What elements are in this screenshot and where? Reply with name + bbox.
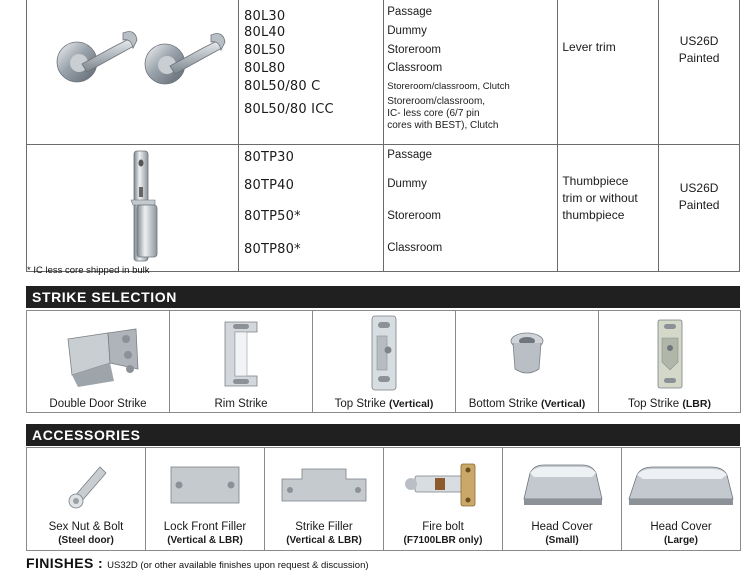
tp-function-classroom: Classroom: [387, 242, 443, 254]
ic-core-footnote: * IC less core shipped in bulk: [27, 265, 150, 276]
lever-image-cell: [27, 0, 239, 145]
model-80tp30: 80TP30: [244, 150, 295, 165]
accessories-header: ACCESSORIES: [26, 424, 740, 446]
model-80tp40: 80TP40: [244, 178, 295, 193]
accessory-sex-nut-bolt: [27, 447, 146, 551]
tp-trim-line-3: thumbpiece: [562, 208, 625, 222]
model-80tp50: 80TP50*: [244, 209, 301, 224]
finishes-label: FINISHES :: [26, 555, 104, 571]
model-80l50-80c: 80L50/80 C: [244, 79, 321, 94]
strike-filler-label: Strike Filler (Vertical & LBR): [286, 521, 362, 546]
tp-function-storeroom: Storeroom: [387, 210, 441, 222]
fire-bolt-label: Fire bolt (F7100LBR only): [403, 521, 483, 546]
thumbpiece-trim-cell: [558, 145, 659, 272]
head-cover-small-icon: [516, 459, 608, 511]
strike-double-door: [27, 310, 170, 413]
function-dummy: Dummy: [387, 25, 427, 37]
function-passage: Passage: [387, 6, 433, 18]
finish-us26d: US26D: [679, 34, 719, 48]
accessories-grid: [26, 447, 741, 551]
thumbpiece-trim-row: [27, 145, 740, 272]
model-80l50-80icc: 80L50/80 ICC: [244, 102, 334, 117]
head-cover-small-label: Head Cover (Small): [531, 521, 593, 546]
accessory-head-cover-large: [622, 447, 741, 551]
tp-finish-painted: Painted: [678, 198, 720, 212]
accessory-fire-bolt: [384, 447, 503, 551]
lock-front-filler-label: Lock Front Filler (Vertical & LBR): [163, 521, 247, 546]
strike-grid: [26, 310, 741, 413]
accessory-strike-filler: [265, 447, 384, 551]
model-80l30: 80L30: [244, 9, 286, 24]
finish-painted: Painted: [678, 51, 720, 65]
rim-strike-icon: [211, 318, 271, 390]
strike-top-vertical-label: Top Strike (Vertical): [334, 398, 434, 410]
function-storeroom-clutch: Storeroom/classroom, Clutch: [387, 81, 510, 92]
lock-front-filler-icon: [167, 463, 243, 507]
top-strike-vertical-icon: [364, 314, 404, 392]
tp-function-dummy: Dummy: [387, 178, 427, 190]
lever-trim-cell: [558, 0, 659, 145]
bottom-strike-icon: [505, 329, 549, 379]
accessory-lock-front-filler: [146, 447, 265, 551]
finishes-line: [26, 555, 369, 571]
function-storeroom-classroom: Storeroom/classroom,: [387, 96, 486, 107]
strike-rim: [170, 310, 313, 413]
function-ic-less-core: IC- less core (6/7 pin: [387, 108, 480, 119]
double-door-strike-icon: [48, 319, 148, 389]
strike-filler-icon: [276, 463, 372, 507]
model-80l40: 80L40: [244, 25, 286, 40]
strike-bottom-vertical-label: Bottom Strike (Vertical): [468, 398, 586, 410]
model-80tp80: 80TP80*: [244, 242, 301, 257]
top-strike-lbr-icon: [650, 318, 690, 390]
lever-trim-row: [27, 0, 740, 145]
strike-top-vertical: [313, 310, 456, 413]
tp-function-passage: Passage: [387, 149, 433, 161]
function-best-clutch: cores with BEST), Clutch: [387, 120, 499, 131]
head-cover-large-label: Head Cover (Large): [650, 521, 712, 546]
thumbpiece-finish-cell: [659, 145, 740, 272]
sex-nut-bolt-icon: [56, 457, 116, 513]
model-80l80: 80L80: [244, 61, 286, 76]
strike-bottom-vertical: [456, 310, 599, 413]
tp-trim-line-2: trim or without: [562, 191, 638, 205]
finishes-text: US32D (or other available finishes upon request & discussion): [107, 560, 369, 571]
head-cover-large-icon: [625, 459, 737, 511]
thumbpiece-functions-cell: [384, 145, 558, 272]
tp-trim-line-1: Thumbpiece: [562, 174, 629, 188]
model-80l50: 80L50: [244, 43, 286, 58]
accessory-head-cover-small: [503, 447, 622, 551]
lever-functions-cell: [384, 0, 558, 145]
strike-selection-header: STRIKE SELECTION: [26, 286, 740, 308]
thumbpiece-models-cell: [239, 145, 384, 272]
sex-nut-bolt-label: Sex Nut & Bolt (Steel door): [48, 521, 124, 546]
lever-handles-icon: [27, 0, 238, 139]
thumbpiece-image-cell: [27, 145, 239, 272]
strike-rim-label: Rim Strike: [214, 398, 268, 410]
function-classroom: Classroom: [387, 62, 443, 74]
lever-finish-cell: [659, 0, 740, 145]
strike-top-lbr: [599, 310, 741, 413]
trim-table: [26, 0, 740, 272]
fire-bolt-icon: [395, 458, 491, 512]
tp-finish-us26d: US26D: [679, 181, 719, 195]
strike-double-door-label: Double Door Strike: [49, 398, 147, 410]
function-storeroom: Storeroom: [387, 44, 441, 56]
thumbpiece-handle-icon: [27, 145, 238, 266]
strike-top-lbr-label: Top Strike (LBR): [628, 398, 711, 410]
lever-trim-label: Lever trim: [562, 40, 616, 54]
lever-models-cell: [239, 0, 384, 145]
